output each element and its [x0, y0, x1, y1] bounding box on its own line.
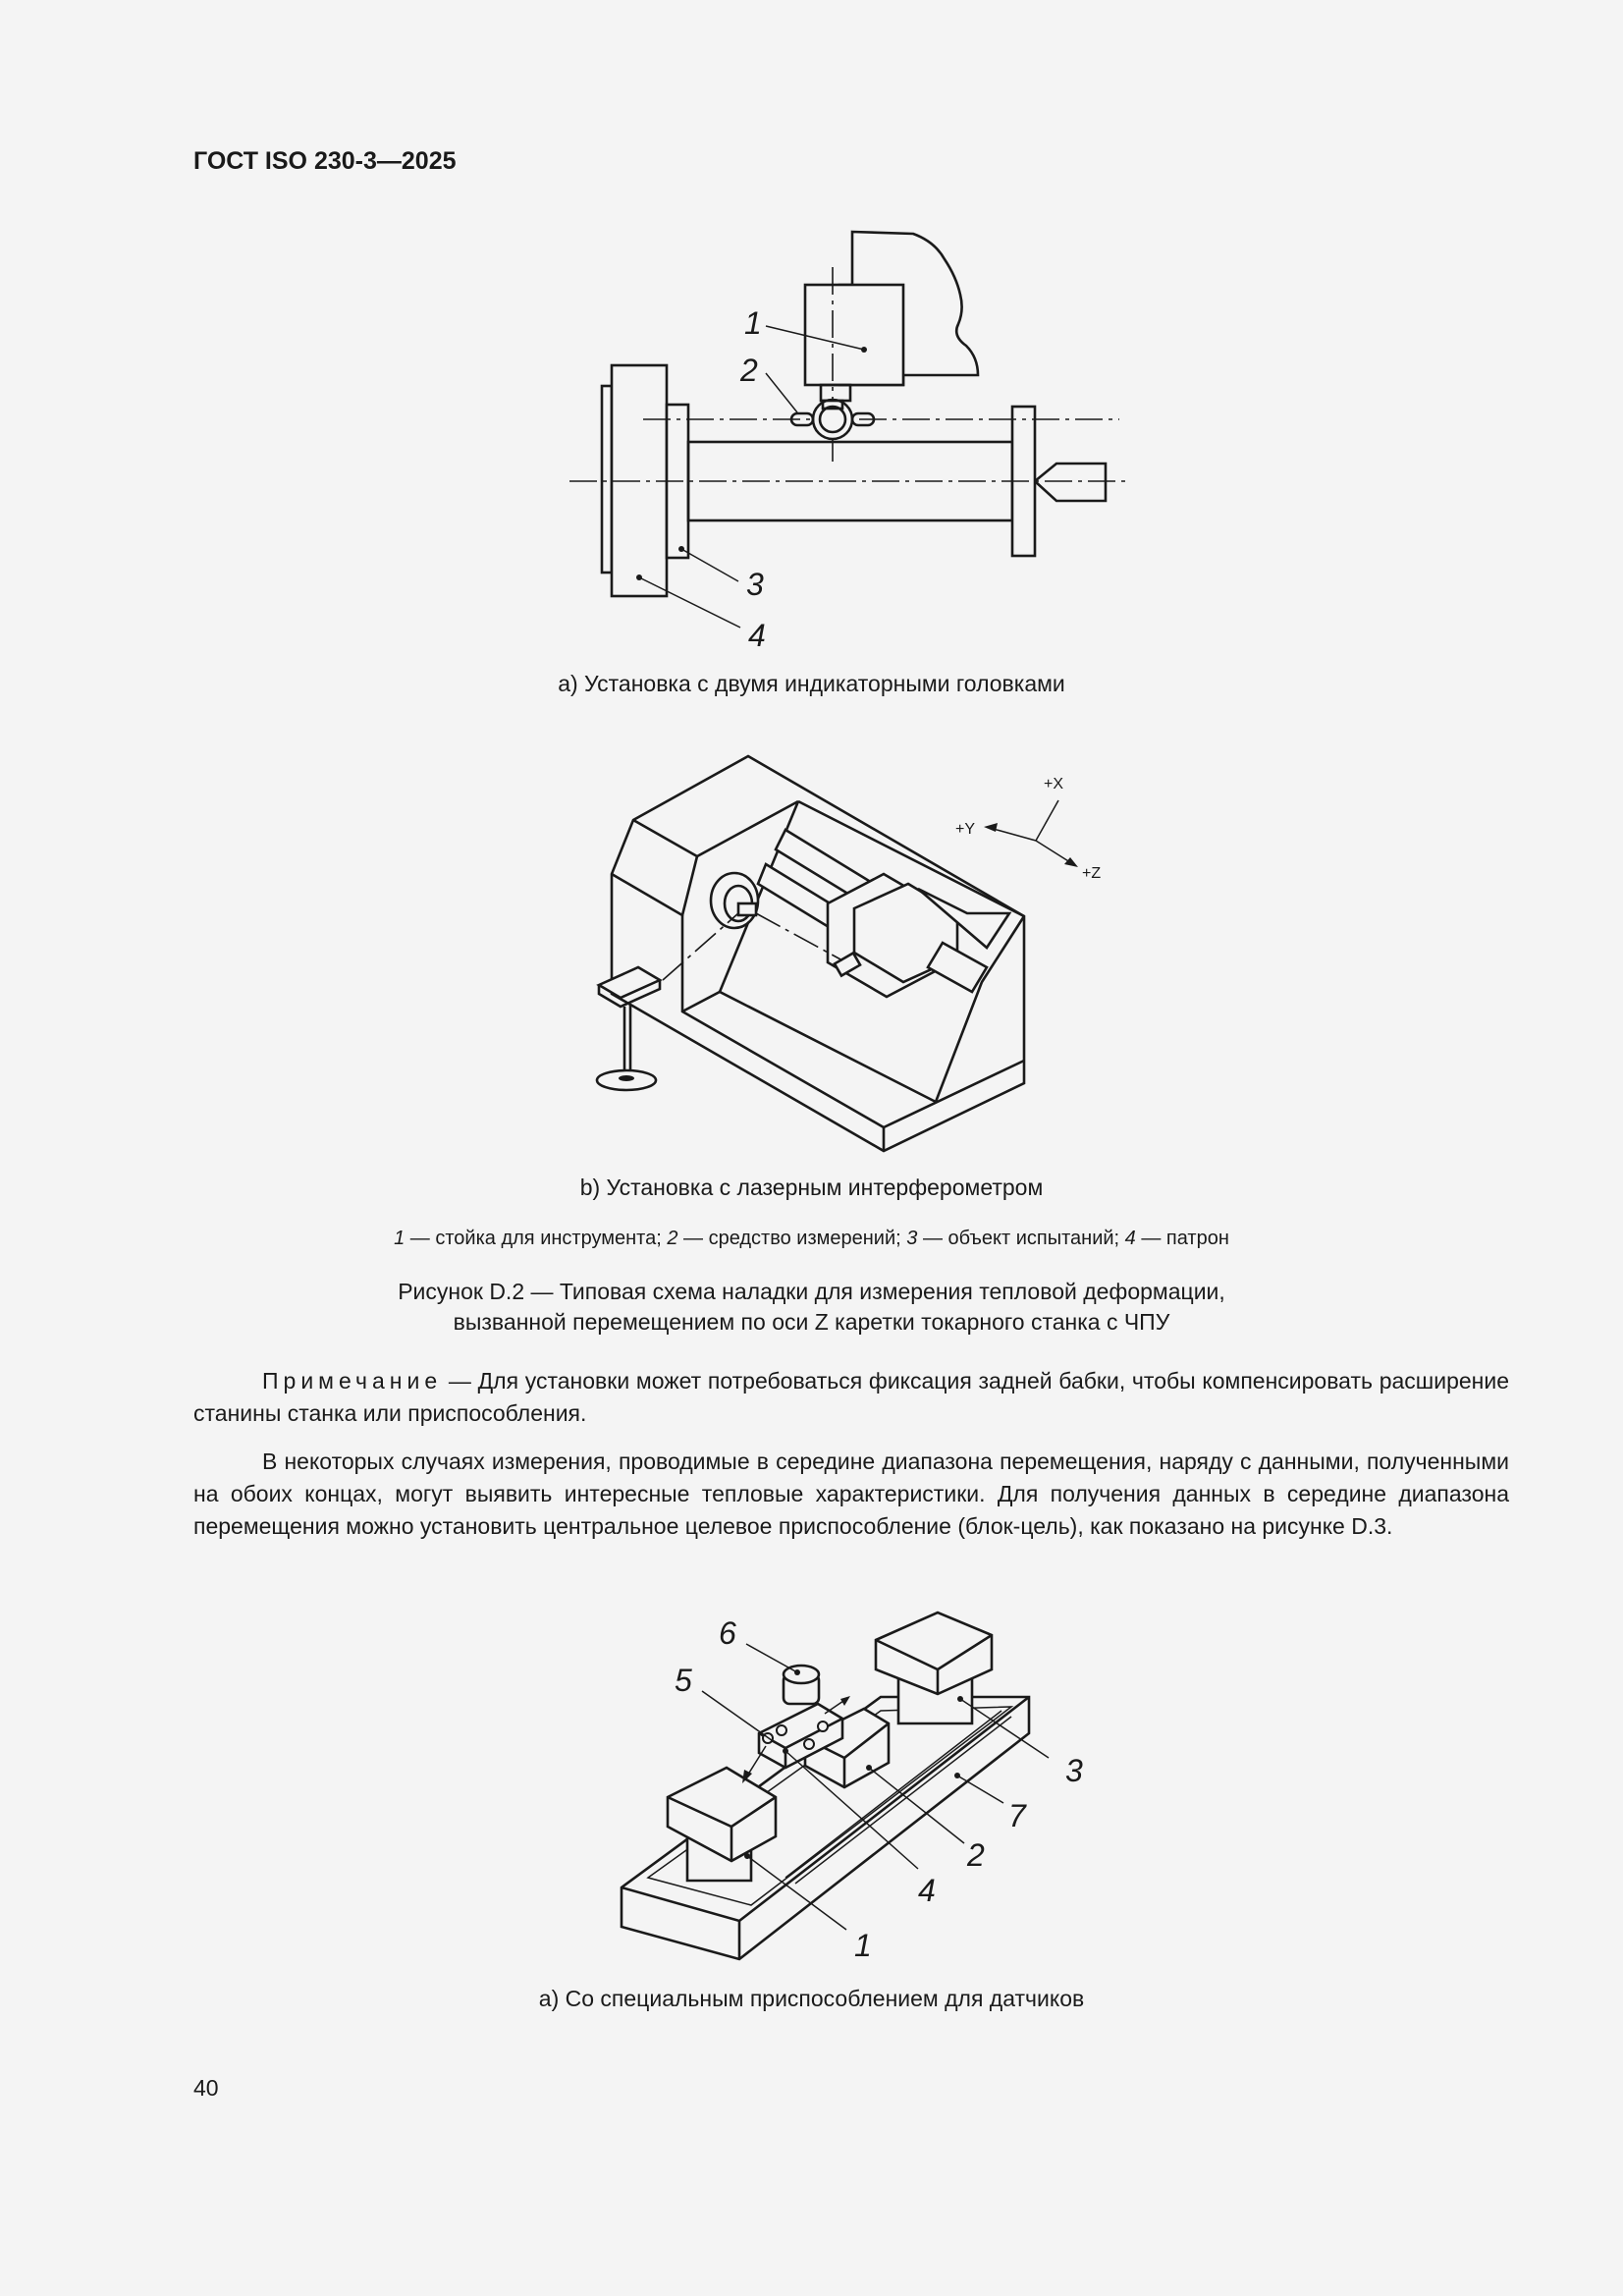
legend-num-1: 1	[394, 1228, 406, 1249]
figure-c-label-7: 7	[1008, 1798, 1026, 1833]
figure-c-label-3: 3	[1065, 1753, 1083, 1788]
body-paragraph	[193, 1446, 1509, 1543]
figure-a-label-1: 1	[744, 305, 762, 341]
figure-b-caption: b) Установка с лазерным интерферометром	[579, 1175, 1044, 1200]
axis-y-label: +Y	[955, 821, 976, 838]
figure-title-line-2: вызванной перемещением по оси Z каретки токарного станка с ЧПУ	[453, 1309, 1170, 1335]
legend-text-4: — патрон	[1135, 1228, 1229, 1249]
document-header: ГОСТ ISO 230-3—2025	[193, 147, 457, 175]
figure-b-drawing	[589, 751, 1100, 1164]
legend-num-2: 2	[667, 1228, 678, 1249]
legend-num-4: 4	[1124, 1228, 1136, 1249]
figure-c-label-6: 6	[719, 1615, 736, 1651]
note-text: — Для установки может потребоваться фиксация задней бабки, чтобы компенсировать расширение станины станка или приспособления.	[193, 1368, 1509, 1426]
figure-c-label-2: 2	[967, 1837, 985, 1873]
figure-c-label-4: 4	[918, 1873, 936, 1908]
figure-a-label-3: 3	[746, 567, 764, 602]
figure-legend	[0, 1228, 1623, 1250]
figure-a-label-4: 4	[748, 618, 766, 653]
figure-a-label-2: 2	[740, 353, 758, 388]
figure-a-caption: а) Установка с двумя индикаторными головками	[558, 671, 1065, 696]
figure-c-label-5: 5	[675, 1663, 692, 1698]
legend-text-3: — объект испытаний;	[917, 1228, 1125, 1249]
note-paragraph	[193, 1365, 1509, 1430]
axis-z-label: +Z	[1082, 865, 1102, 882]
legend-text-1: — стойка для инструмента;	[405, 1228, 668, 1249]
axis-x-label: +X	[1044, 776, 1064, 793]
figure-c-drawing	[609, 1611, 1083, 1974]
page-number: 40	[193, 2075, 219, 2101]
figure-title-line-1: Рисунок D.2 — Типовая схема наладки для измерения тепловой деформации,	[398, 1279, 1225, 1304]
note-label: Примечание	[262, 1368, 443, 1394]
figure-title	[0, 1277, 1623, 1338]
figure-c-caption: а) Со специальным приспособлением для датчиков	[538, 1986, 1085, 2011]
legend-text-2: — средство измерений;	[677, 1228, 907, 1249]
figure-c-label-1: 1	[854, 1928, 872, 1963]
figure-a-drawing	[560, 221, 1149, 658]
body-paragraph-text: В некоторых случаях измерения, проводимые в середине диапазона перемещения, наряду с данными, полученными на обоих концах, могут выявить интересные тепловые характеристики. Для получения данных в середине диапазона перемещения можно установить центральное целевое приспособление (блок-цель), как показано на рисунке D.3.	[193, 1449, 1509, 1539]
legend-num-3: 3	[906, 1228, 918, 1249]
